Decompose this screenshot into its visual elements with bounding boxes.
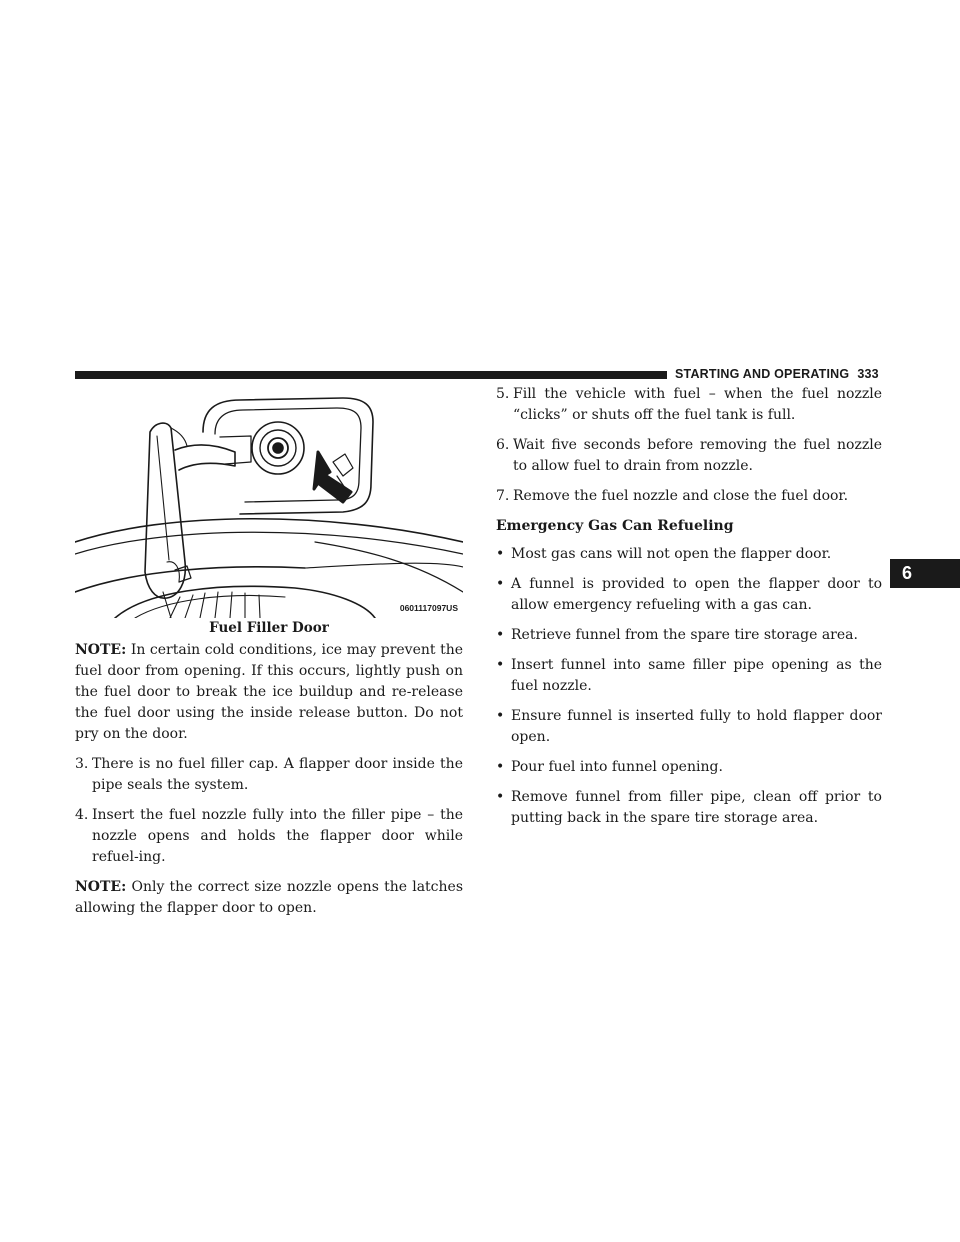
bullet-item: [496, 625, 882, 646]
step-text: Fill the vehicle with fuel – when the fuel nozzle “clicks” or shuts off the fuel tank is full.: [513, 386, 882, 423]
step-6: [496, 435, 882, 477]
step-5: [496, 384, 882, 426]
step-4: [75, 805, 463, 868]
bullet-item: [496, 655, 882, 697]
note-label: NOTE:: [75, 879, 127, 895]
bullet-text: Pour fuel into funnel opening.: [511, 759, 723, 775]
step-text: Wait five seconds before removing the fuel nozzle to allow fuel to drain from nozzle.: [513, 437, 882, 474]
bullet-text: Retrieve funnel from the spare tire storage area.: [511, 627, 858, 643]
bullet-icon: •: [496, 789, 505, 805]
step-text: Remove the fuel nozzle and close the fuel door.: [513, 488, 849, 504]
step-7: [496, 486, 882, 507]
bullet-item: [496, 544, 882, 565]
bullet-item: [496, 787, 882, 829]
page-number: 333: [857, 367, 879, 381]
note-text: In certain cold conditions, ice may prevent the fuel door from opening. If this occurs, lightly push on the fuel door to break the ice buildup and re-release the fuel door using the inside release button. Do not pry on the door.: [75, 642, 463, 742]
bullet-text: Ensure funnel is inserted fully to hold flapper door open.: [511, 708, 882, 745]
bullet-text: Insert funnel into same filler pipe opening as the fuel nozzle.: [511, 657, 882, 694]
figure-code: 0601117097US: [399, 603, 458, 613]
fuel-door-drawing: [75, 392, 463, 618]
step-3: [75, 754, 463, 796]
note-label: NOTE:: [75, 642, 127, 658]
fuel-filler-door-illustration: [75, 392, 463, 618]
bullet-text: Most gas cans will not open the flapper door.: [511, 546, 832, 562]
header-rule: [75, 371, 667, 379]
left-column: [75, 640, 463, 928]
step-text: Insert the fuel nozzle fully into the filler pipe – the nozzle opens and holds the flapper door while refuel-ing.: [92, 807, 463, 865]
bullet-text: Remove funnel from filler pipe, clean off prior to putting back in the spare tire storage area.: [511, 789, 882, 826]
step-number: 7.: [496, 488, 510, 504]
chapter-tab: 6: [890, 559, 960, 588]
step-number: 4.: [75, 807, 89, 823]
bullet-icon: •: [496, 759, 505, 775]
step-number: 3.: [75, 756, 89, 772]
bullet-icon: •: [496, 576, 505, 592]
step-text: There is no fuel filler cap. A flapper door inside the pipe seals the system.: [92, 756, 463, 793]
step-number: 6.: [496, 437, 510, 453]
figure-caption: Fuel Filler Door: [209, 620, 329, 636]
bullet-icon: •: [496, 546, 505, 562]
right-column: [496, 384, 882, 838]
bullet-item: [496, 706, 882, 748]
step-number: 5.: [496, 386, 510, 402]
bullet-icon: •: [496, 708, 505, 724]
bullet-item: [496, 757, 882, 778]
note-nozzle-size: [75, 877, 463, 919]
section-title: STARTING AND OPERATING: [675, 367, 850, 381]
running-header: [675, 367, 879, 381]
bullet-icon: •: [496, 657, 505, 673]
section-subheading: Emergency Gas Can Refueling: [496, 518, 734, 534]
bullet-item: [496, 574, 882, 616]
pointer-arrow-icon: [314, 452, 351, 502]
note-cold-conditions: [75, 640, 463, 745]
bullet-icon: •: [496, 627, 505, 643]
bullet-text: A funnel is provided to open the flapper door to allow emergency refueling with a gas can.: [511, 576, 882, 613]
note-text: Only the correct size nozzle opens the latches allowing the flapper door to open.: [75, 879, 464, 916]
